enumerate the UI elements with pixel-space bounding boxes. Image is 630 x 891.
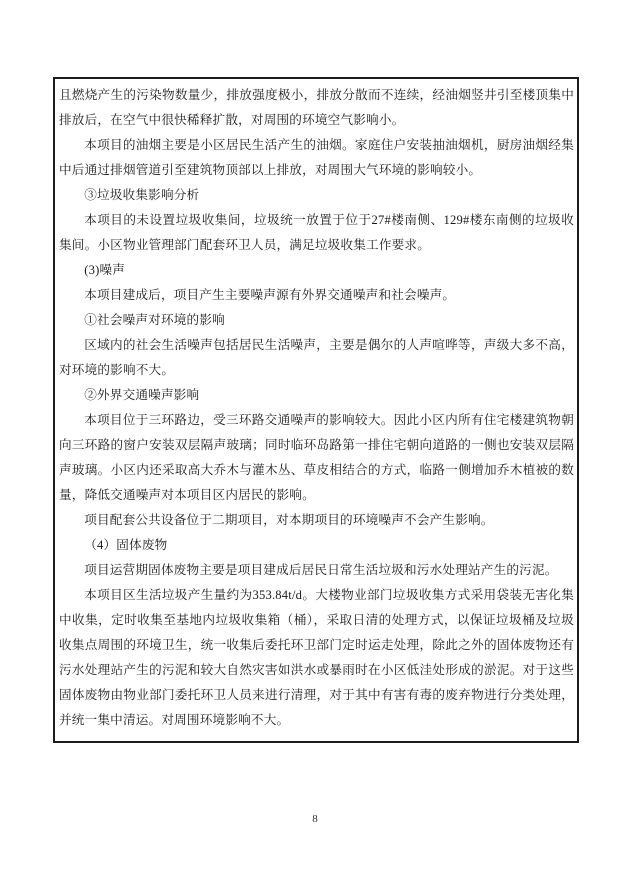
paragraph: 本项目的未设置垃圾收集间，垃圾统一放置于位于27#楼南侧、129#楼东南侧的垃圾收集间。小区物业管理部门配套环卫人员，满足垃圾收集工作要求。	[59, 213, 574, 252]
paragraph: 本项目位于三环路边，受三环路交通噪声的影响较大。因此小区内所有住宅楼建筑物朝向三环路的窗户安装双层隔声玻璃；同时临环岛路第一排住宅朝向道路的一侧也安装双层隔声玻璃。小区内还采取高大乔木与灌木丛、草皮相结合的方式，临路一侧增加乔木植被的数量，降低交通噪声对本项目区内居民的影响。	[59, 413, 574, 502]
document-table-cell	[53, 77, 579, 743]
section-heading-solid-waste: （4）固体废物	[84, 538, 168, 552]
paragraph-continuation: 且燃烧产生的污染物数量少，排放强度极小，排放分散而不连续，经油烟竖井引至楼顶集中排放后，在空气中很快稀释扩散，对周围的环境空气影响小。	[59, 88, 574, 127]
paragraph: 本项目的油烟主要是小区居民生活产生的油烟。家庭住户安装抽油烟机，厨房油烟经集中后通过排烟管道引至建筑物顶部以上排放，对周围大气环境的影响较小。	[59, 138, 574, 177]
page-number: 8	[312, 813, 318, 825]
section-heading-noise: (3)噪声	[84, 263, 126, 277]
paragraph: 项目运营期固体废物主要是项目建成后居民日常生活垃圾和污水处理站产生的污泥。	[84, 563, 558, 577]
paragraph: 本项目建成后，项目产生主要噪声源有外界交通噪声和社会噪声。	[84, 288, 456, 302]
paragraph: 本项目区生活垃圾产生量约为353.84t/d。大楼物业部门垃圾收集方式采用袋装无害化集中收集，定时收集至基地内垃圾收集箱（桶），采取日清的处理方式，以保证垃圾桶及垃圾收集点周围的环境卫生，统一收集后委托环卫部门定时运走处理，除此之外的固体废物还有污水处理站产生的污泥和较大自然灾害如洪水或暴雨时在小区低洼处形成的淤泥。对于这些固体废物由物业部门委托环卫人员来进行清理，对于其中有害有毒的废弃物进行分类处理，并统一集中清运。对周围环境影响不大。	[59, 588, 574, 727]
paragraph: 区域内的社会生活噪声包括居民生活噪声，主要是偶尔的人声喧哗等，声级大多不高，对环境的影响不大。	[59, 338, 574, 377]
section-heading-garbage-collection: ③垃圾收集影响分析	[84, 188, 200, 202]
paragraph: 项目配套公共设备位于二期项目，对本期项目的环境噪声不会产生影响。	[84, 513, 494, 527]
section-heading-traffic-noise: ②外界交通噪声影响	[84, 388, 200, 402]
section-heading-social-noise: ①社会噪声对环境的影响	[84, 313, 225, 327]
